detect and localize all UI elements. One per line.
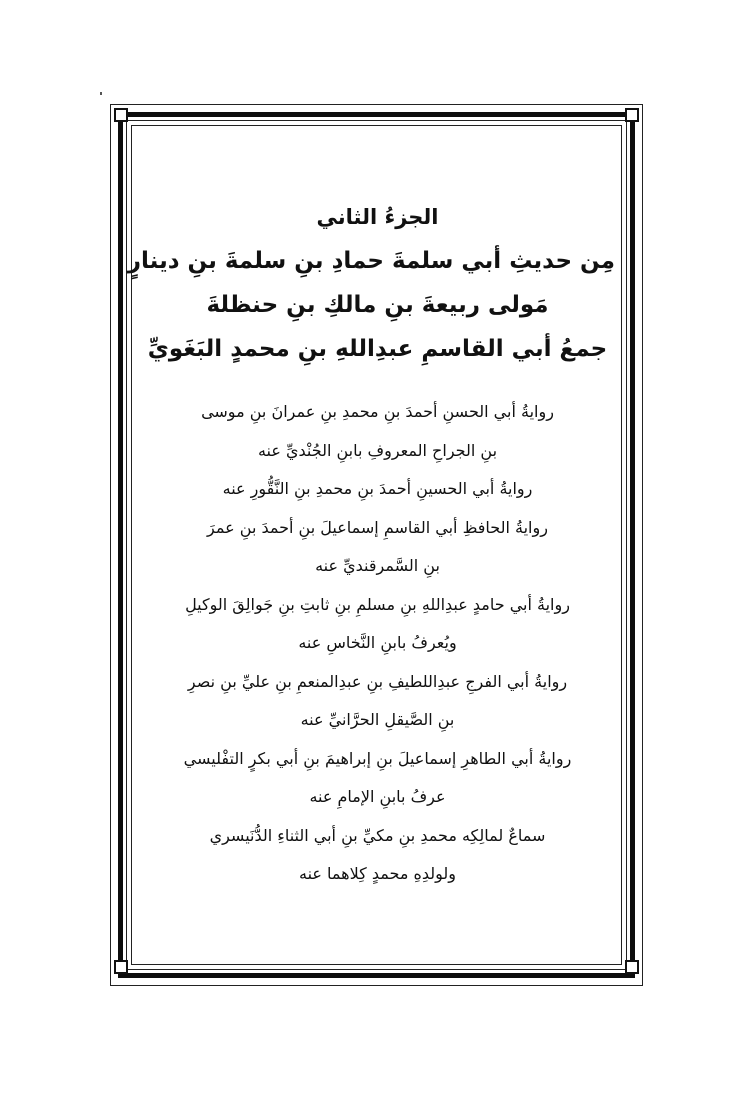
frame-corner-ornament-bottom-right <box>625 960 639 974</box>
compiler-line: جمعُ أبي القاسمِ عبدِاللهِ بنِ محمدٍ البَغَويِّ <box>147 336 608 362</box>
audition-note-line: سماعٌ لمالِكِه محمدِ بنِ مكيِّ بنِ أبي الثناءِ الدُّنَيسري <box>209 825 546 845</box>
frame-corner-ornament-top-right <box>625 108 639 122</box>
transmission-chain <box>140 393 615 894</box>
narration-line: روايةُ أبي الحسينِ أحمدَ بنِ محمدِ بنِ النَّقُّورِ عنه <box>222 479 533 498</box>
scan-speck <box>100 92 102 95</box>
work-title-line: مِن حديثِ أبي سلمةَ حمادِ بنِ سلمةَ بنِ دينارٍ <box>127 248 615 274</box>
frame-corner-ornament-top-left <box>114 108 128 122</box>
narration-line: ويُعرفُ بابنِ النَّخاسِ عنه <box>298 633 457 652</box>
page-content <box>127 195 615 894</box>
narration-line: روايةُ أبي الطاهرِ إسماعيلَ بنِ إبراهيمَ بنِ أبي بكرٍ التفْليسي <box>183 748 572 768</box>
narration-line: روايةُ أبي الفرجِ عبدِاللطيفِ بنِ عبدِالمنعمِ بنِ عليِّ بنِ نصرِ <box>187 671 568 691</box>
part-title: الجزءُ الثاني <box>316 205 439 229</box>
narration-line: عرفُ بابنِ الإمامِ عنه <box>309 787 446 806</box>
narration-line: بنِ الجراحِ المعروفِ بابنِ الجُنْديِّ عنه <box>257 440 498 460</box>
narration-line: بنِ السَّمرقنديِّ عنه <box>315 556 440 575</box>
narration-line: روايةُ أبي حامدٍ عبدِاللهِ بنِ مسلمِ بنِ ثابتِ بنِ جَوالِقَ الوكيلِ <box>185 594 570 614</box>
frame-corner-ornament-bottom-left <box>114 960 128 974</box>
work-title-line: مَولى ربيعةَ بنِ مالكِ بنِ حنظلةَ <box>206 292 549 318</box>
narration-line: بنِ الصَّيقلِ الحرَّانيِّ عنه <box>300 710 455 729</box>
narration-line: روايةُ أبي الحسنِ أحمدَ بنِ محمدِ بنِ عمرانَ بنِ موسى <box>201 402 554 421</box>
title-block <box>127 195 615 371</box>
narration-line: روايةُ الحافظِ أبي القاسمِ إسماعيلَ بنِ أحمدَ بنِ عمرَ <box>207 517 548 537</box>
audition-note-line: ولولدِهِ محمدٍ كِلاهما عنه <box>298 864 456 883</box>
